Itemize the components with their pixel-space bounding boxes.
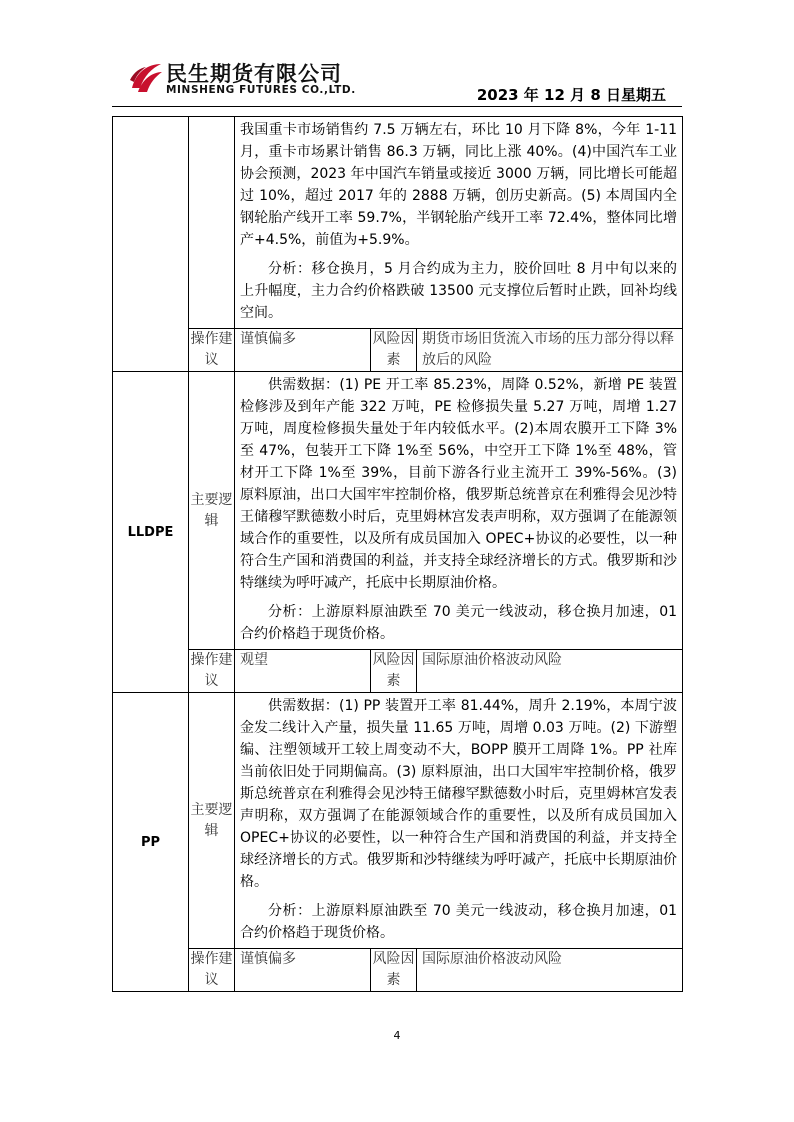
lldpe-logic-label: 主要逻辑 [189, 372, 235, 650]
pp-advice-label: 操作建议 [189, 949, 235, 992]
rubber-logic-content [235, 117, 683, 329]
pp-product-name: PP [113, 693, 189, 992]
rubber-logic-row [113, 117, 683, 329]
pp-logic-label: 主要逻辑 [189, 693, 235, 949]
company-name-cn: 民生期货有限公司 [166, 62, 342, 86]
lldpe-logic-content [235, 372, 683, 650]
company-name-en: MINSHENG FUTURES CO.,LTD. [166, 84, 356, 96]
rubber-analysis-text: 分析：移仓换月，5 月合约成为主力，胶价回吐 8 月中旬以来的上升幅度，主力合约价格跌破 13500 元支撑位后暂时止跌，回补均线空间。 [240, 261, 678, 321]
lldpe-risk-label: 风险因素 [371, 650, 417, 693]
rubber-advice-row [113, 329, 683, 372]
lldpe-advice-row [113, 650, 683, 693]
report-date: 2023 年 12 月 8 日星期五 [476, 86, 666, 104]
lldpe-analysis-text: 分析：上游原料原油跌至 70 美元一线波动，移仓换月加速，01 合约价格趋于现货价格。 [240, 604, 678, 642]
header-divider [112, 106, 682, 107]
page-number: 4 [393, 1029, 401, 1042]
company-logo [128, 58, 368, 102]
pp-advice-value: 谨慎偏多 [235, 949, 371, 992]
lldpe-supply-demand-text: 供需数据：(1) PE 开工率 85.23%，周降 0.52%，新增 PE 装置检修涉及到年产能 322 万吨，PE 检修损失量 5.27 万吨，周增 1.27 万吨，周度检修损失量处于年内较低水平。(2)本周农膜开工下降 3%至 47%，包装开工下降 1%至 56%，中空开工下降 1%至 48%，管材开工下降 1%至 39%，目前下游各行业主流开工 39%-56%。(3) 原料原油，出口大国牢牢控制价格，俄罗斯总统普京在利雅得会见沙特王储穆罕默德数小时后，克里姆林宫发表声明称，双方强调了在能源领域合作的重要性，以及所有成员国加入 OPEC+协议的必要性，以一种符合生产国和消费国的利益，并支持全球经济增长的方式。俄罗斯和沙特继续为呼吁减产，托底中长期原油价格。 [240, 377, 678, 591]
lldpe-advice-label: 操作建议 [189, 650, 235, 693]
pp-logic-row [113, 693, 683, 949]
lldpe-advice-value: 观望 [235, 650, 371, 693]
pp-supply-demand-text: 供需数据：(1) PP 装置开工率 81.44%，周升 2.19%，本周宁波金发二线计入产量，损失量 11.65 万吨，周增 0.03 万吨。(2) 下游塑编、注塑领域开工较上周变动不大，BOPP 膜开工周降 1%。PP 社库当前依旧处于同期偏高。(3) 原料原油，出口大国牢牢控制价格，俄罗斯总统普京在利雅得会见沙特王储穆罕默德数小时后，克里姆林宫发表声明称，双方强调了在能源领域合作的重要性，以及所有成员国加入 OPEC+协议的必要性，以一种符合生产国和消费国的利益，并支持全球经济增长的方式。俄罗斯和沙特继续为呼吁减产，托底中长期原油价格。 [240, 698, 678, 890]
rubber-product-cell [113, 117, 189, 372]
pp-logic-content [235, 693, 683, 949]
rubber-risk-value: 期货市场旧货流入市场的压力部分得以释放后的风险 [417, 329, 683, 372]
pp-risk-value: 国际原油价格波动风险 [417, 949, 683, 992]
analysis-table [112, 116, 683, 992]
lldpe-risk-value: 国际原油价格波动风险 [417, 650, 683, 693]
rubber-risk-label: 风险因素 [371, 329, 417, 372]
minsheng-logo-icon [128, 58, 164, 98]
lldpe-product-name: LLDPE [113, 372, 189, 693]
lldpe-logic-row [113, 372, 683, 650]
pp-risk-label: 风险因素 [371, 949, 417, 992]
rubber-advice-label: 操作建议 [189, 329, 235, 372]
pp-analysis-text: 分析：上游原料原油跌至 70 美元一线波动，移仓换月加速，01 合约价格趋于现货价格。 [240, 903, 678, 941]
rubber-advice-value: 谨慎偏多 [235, 329, 371, 372]
rubber-supply-demand-text: 我国重卡市场销售约 7.5 万辆左右，环比 10 月下降 8%，今年 1-11 月，重卡市场累计销售 86.3 万辆，同比上涨 40%。(4)中国汽车工业协会预测，2023 年中国汽车销量或接近 3000 万辆，同比增长可能超过 10%，超过 2017 年的 2888 万辆，创历史新高。(5) 本周国内全钢轮胎产线开工率 59.7%，半钢轮胎产线开工率 72.4%，整体同比增产+4.5%，前值为+5.9%。 [240, 122, 678, 248]
rubber-logic-label-cell [189, 117, 235, 329]
pp-advice-row [113, 949, 683, 992]
